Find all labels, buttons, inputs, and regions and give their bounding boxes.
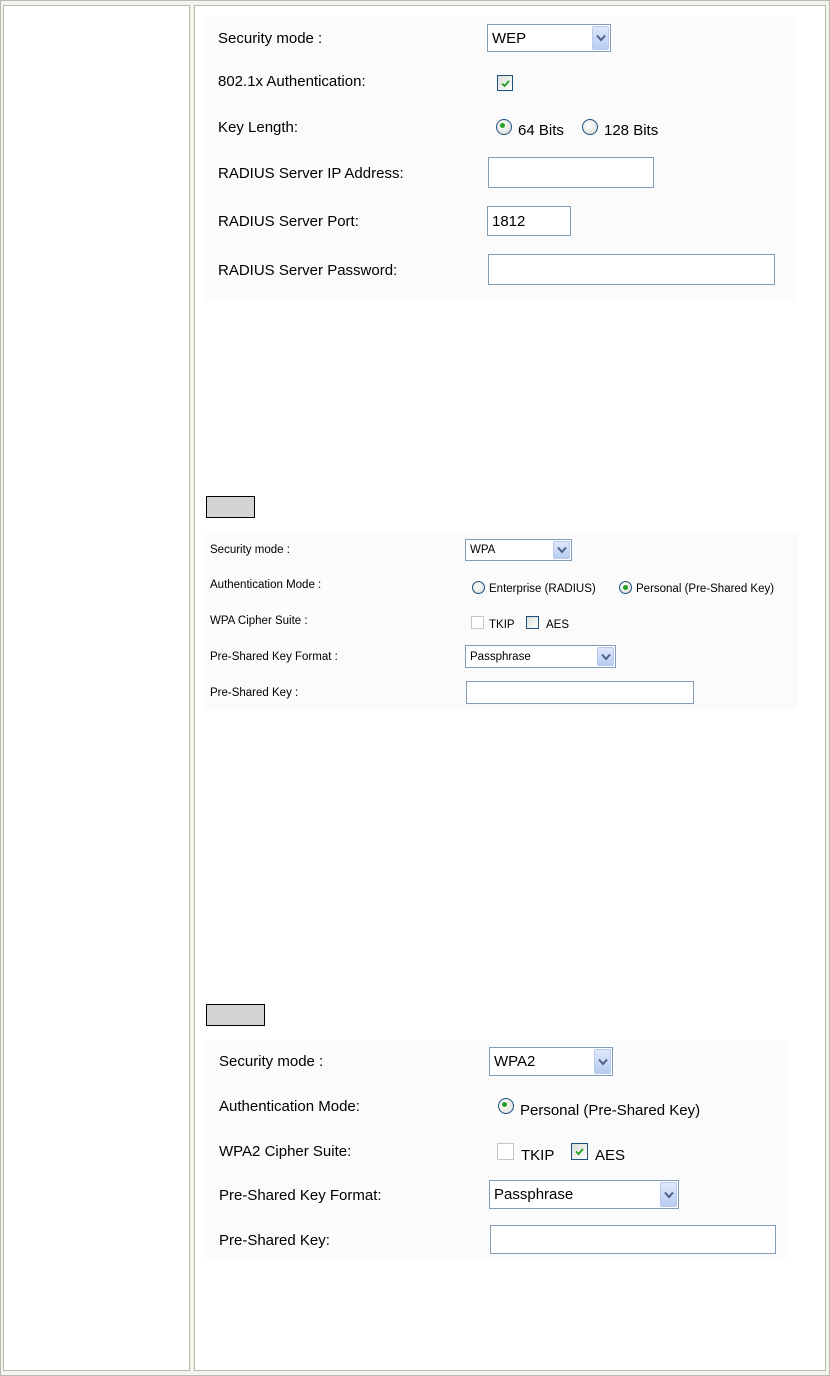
wpa2-caption-box	[206, 1004, 265, 1026]
wep-key-128-label: 128 Bits	[604, 122, 659, 139]
chevron-down-icon[interactable]	[660, 1182, 677, 1207]
left-column	[3, 5, 190, 1371]
wpa-psk-label: Pre-Shared Key :	[210, 687, 299, 699]
wpa2-auth-personal-label: Personal (Pre-Shared Key)	[520, 1102, 701, 1119]
wpa-cipher-tkip-label: TKIP	[489, 619, 515, 631]
wpa2-security-mode-select[interactable]	[489, 1047, 613, 1076]
check-icon	[501, 79, 510, 88]
wep-radius-ip-input[interactable]	[488, 157, 654, 188]
wpa2-psk-input[interactable]	[490, 1225, 776, 1254]
wpa-psk-format-label: Pre-Shared Key Format :	[210, 651, 338, 663]
wpa2-psk-format-select[interactable]	[489, 1180, 679, 1209]
wpa2-cipher-label: WPA2 Cipher Suite:	[219, 1143, 352, 1160]
wep-security-mode-value: WEP	[492, 29, 527, 47]
wep-key-length-label: Key Length:	[218, 119, 299, 136]
wep-radius-port-label: RADIUS Server Port:	[218, 213, 359, 230]
check-icon	[575, 1147, 584, 1156]
wpa-psk-format-value: Passphrase	[470, 650, 531, 663]
wpa-psk-input[interactable]	[466, 681, 694, 704]
wpa-auth-personal-label: Personal (Pre-Shared Key)	[636, 583, 775, 595]
wpa-psk-format-select[interactable]	[465, 645, 616, 668]
wpa2-psk-format-label: Pre-Shared Key Format:	[219, 1187, 382, 1204]
chevron-down-icon[interactable]	[594, 1049, 611, 1074]
wpa-auth-enterprise-label: Enterprise (RADIUS)	[489, 583, 596, 595]
chevron-down-icon[interactable]	[597, 647, 614, 666]
wpa-auth-enterprise-radio[interactable]	[472, 581, 485, 594]
wep-auth-label: 802.1x Authentication:	[218, 73, 366, 90]
wpa-cipher-tkip-checkbox[interactable]	[471, 616, 484, 629]
wpa2-security-mode-value: WPA2	[494, 1053, 536, 1070]
wep-security-mode-label: Security mode :	[218, 30, 323, 47]
wep-key-64-label: 64 Bits	[518, 122, 564, 139]
chevron-down-icon[interactable]	[553, 541, 570, 559]
wep-security-mode-select[interactable]	[487, 24, 611, 52]
wpa2-security-mode-label: Security mode :	[219, 1053, 324, 1070]
wep-radius-port-input[interactable]: 1812	[487, 206, 571, 236]
wpa2-cipher-aes-checkbox[interactable]	[571, 1143, 588, 1160]
wpa2-cipher-aes-label: AES	[595, 1147, 626, 1164]
wpa-cipher-aes-checkbox[interactable]	[526, 616, 539, 629]
wpa-auth-personal-radio[interactable]	[619, 581, 632, 594]
wpa-security-mode-value: WPA	[470, 544, 496, 556]
wep-radius-ip-label: RADIUS Server IP Address:	[218, 165, 404, 182]
wpa-security-mode-select[interactable]	[465, 539, 572, 561]
wep-key-128-radio[interactable]	[582, 119, 598, 135]
wpa2-cipher-tkip-label: TKIP	[521, 1147, 555, 1164]
wep-auth-checkbox[interactable]	[497, 75, 513, 91]
wpa-cipher-label: WPA Cipher Suite :	[210, 615, 308, 627]
wpa-caption-box	[206, 496, 255, 518]
chevron-down-icon[interactable]	[592, 26, 609, 50]
wpa-cipher-aes-label: AES	[546, 619, 570, 631]
wpa2-cipher-tkip-checkbox[interactable]	[497, 1143, 514, 1160]
wep-radius-password-label: RADIUS Server Password:	[218, 262, 398, 279]
wep-radius-password-input[interactable]	[488, 254, 775, 285]
wpa2-auth-personal-radio[interactable]	[498, 1098, 514, 1114]
wpa2-auth-mode-label: Authentication Mode:	[219, 1098, 360, 1115]
wpa-auth-mode-label: Authentication Mode :	[210, 579, 322, 591]
wpa2-psk-format-value: Passphrase	[494, 1186, 574, 1203]
wep-key-64-radio[interactable]	[496, 119, 512, 135]
wpa2-psk-label: Pre-Shared Key:	[219, 1232, 330, 1249]
wpa-security-mode-label: Security mode :	[210, 544, 290, 556]
